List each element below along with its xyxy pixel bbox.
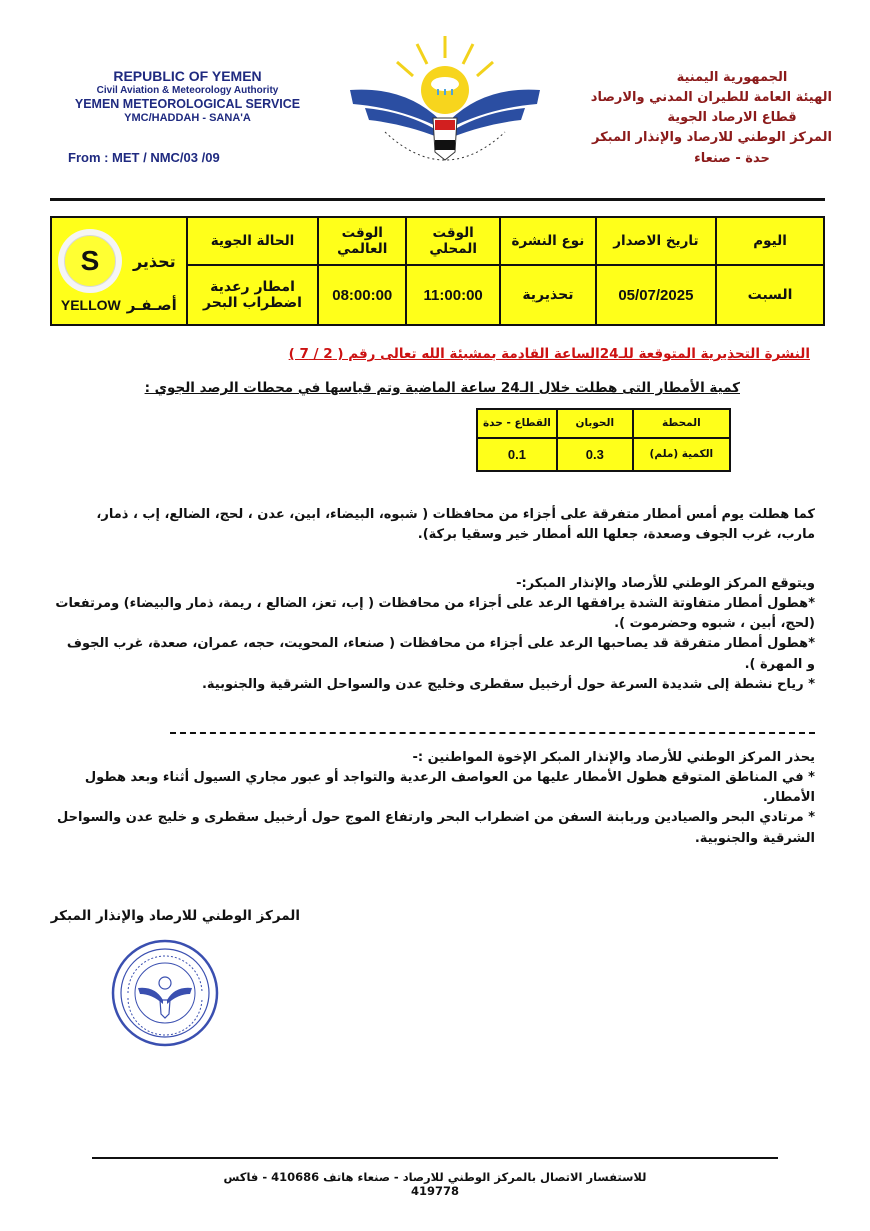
warnings-item-1: * في المناطق المتوقع هطول الأمطار عليها من العواصف الرعدية والتواجد أو عبور مجاري السيول أثناء وبعد هطول الأمطار. bbox=[84, 770, 815, 806]
warning-label: تحذير bbox=[132, 251, 176, 271]
header-local-time: الوقت المحلي bbox=[406, 217, 500, 265]
rain-row-label: الكمية (ملم) bbox=[633, 438, 730, 471]
authority-name-ar: الهيئة العامة للطيران المدني والارصاد bbox=[590, 90, 832, 106]
rain-header-haddah: القطاع - حدة bbox=[477, 409, 557, 438]
header-weather-condition: الحالة الجوية bbox=[187, 217, 319, 265]
header-english bbox=[55, 68, 320, 125]
warning-s-badge-icon: S bbox=[64, 235, 116, 287]
footer-divider bbox=[92, 1157, 778, 1159]
forecast-section bbox=[55, 574, 815, 695]
forecast-item-3: * رياح نشطة إلى شديدة السرعة حول أرخبيل سقطرى وخليج عدن والسواحل الشرقية والجنوبية. bbox=[201, 676, 815, 692]
footer-contact: للاستفسار الاتصال بالمركز الوطني للارصاد - صنعاء هاتف 410686 - فاكس 419778 bbox=[223, 1170, 647, 1198]
forecast-item-2: *هطول أمطار متفرقة قد يصاحبها الرعد على أجزاء من محافظات ( صنعاء، المحويت، حجه، عمران، صعدة، غرب الجوف و المهرة ). bbox=[66, 636, 815, 672]
rainfall-header-row bbox=[477, 409, 730, 438]
warnings-intro: يحذر المركز الوطني للأرصاد والإنذار المبكر الإخوة المواطنين :- bbox=[412, 750, 815, 765]
section-divider bbox=[170, 732, 815, 734]
rainfall-table bbox=[476, 408, 731, 472]
rain-header-hawban: الحوبان bbox=[557, 409, 633, 438]
header-bulletin-type: نوع النشرة bbox=[500, 217, 596, 265]
weather-line-2: اضطراب البحر bbox=[203, 295, 302, 311]
header-divider bbox=[50, 198, 825, 201]
authority-logo-icon bbox=[345, 28, 545, 188]
rainfall-value-row bbox=[477, 438, 730, 471]
warning-level-ar: أصـفـر bbox=[126, 296, 177, 314]
signature: المركز الوطني للارصاد والإنذار المبكر bbox=[50, 908, 300, 924]
warning-row bbox=[52, 228, 186, 290]
rain-value-haddah: 0.1 bbox=[477, 438, 557, 471]
sector-name-ar: قطاع الارصاد الجوية bbox=[667, 110, 797, 126]
from-reference: From : MET / NMC/03 /09 bbox=[68, 150, 220, 165]
authority-name-en: Civil Aviation & Meteorology Authority bbox=[96, 84, 279, 96]
warning-level-en: YELLOW bbox=[60, 297, 121, 313]
value-day: السبت bbox=[716, 265, 824, 325]
rainfall-title: كمية الأمطار التى هطلت خلال الـ24 ساعة الماضية وتم قياسها في محطات الرصد الجوي : bbox=[144, 380, 740, 396]
official-stamp-icon bbox=[110, 938, 220, 1048]
country-name-ar: الجمهورية اليمنية bbox=[676, 70, 788, 85]
value-bulletin-type: تحذيرية bbox=[500, 265, 596, 325]
header-issue-date: تاريخ الاصدار bbox=[596, 217, 716, 265]
header-utc-time: الوقت العالمي bbox=[318, 217, 406, 265]
value-issue-date: 05/07/2025 bbox=[596, 265, 716, 325]
bulletin-title: النشرة التحذيرية المتوقعة للـ24الساعة القادمة بمشيئة الله تعالى رقم ( 2 / 7 ) bbox=[288, 346, 810, 362]
warnings-item-2: * مرتادي البحر والصيادين وربابنة السفن من اضطراب البحر وارتفاع الموج حول أرخبيل سقطرى و خليج عدن والسواحل الشرقية والجنوبية. bbox=[56, 810, 815, 846]
value-weather-condition bbox=[187, 265, 319, 325]
service-name-en: YEMEN METEOROLOGICAL SERVICE bbox=[74, 96, 301, 111]
past-rain-paragraph: كما هطلت يوم أمس أمطار متفرقة على أجزاء من محافظات ( شبوه، البيضاء، ابين، عدن ، لحج، الضالع، إب ، ذمار، مارب، غرب الجوف وصعدة، جعلها الله أمطار خير وسقيا بركة). bbox=[96, 507, 815, 543]
country-name-en: REPUBLIC OF YEMEN bbox=[113, 68, 262, 84]
center-name-ar: المركز الوطني للارصاد والإنذار المبكر bbox=[592, 130, 832, 146]
bulletin-info-table bbox=[50, 216, 825, 326]
header-arabic bbox=[572, 68, 832, 169]
location-en: YMC/HADDAH - SANA'A bbox=[124, 111, 251, 124]
header-day: اليوم bbox=[716, 217, 824, 265]
value-utc-time: 08:00:00 bbox=[318, 265, 406, 325]
rain-value-hawban: 0.3 bbox=[557, 438, 633, 471]
warning-level-row bbox=[52, 290, 186, 314]
forecast-item-1: *هطول أمطار متفاوتة الشدة يرافقها الرعد على أجزاء من محافظات ( إب، تعز، الضالع ، ريمة، ذمار والبيضاء) ومرتفعات (لحج، أبين ، شبوه وحضرموت ). bbox=[55, 596, 815, 632]
value-local-time: 11:00:00 bbox=[406, 265, 500, 325]
forecast-intro: ويتوقع المركز الوطني للأرصاد والإنذار المبكر:- bbox=[516, 576, 815, 591]
warning-level-cell bbox=[51, 217, 187, 325]
weather-line-1: امطار رعدية bbox=[210, 279, 295, 295]
location-ar: حدة - صنعاء bbox=[694, 150, 770, 166]
rain-header-station: المحطة bbox=[633, 409, 730, 438]
table-header-row bbox=[51, 217, 824, 265]
warnings-section bbox=[55, 748, 815, 849]
